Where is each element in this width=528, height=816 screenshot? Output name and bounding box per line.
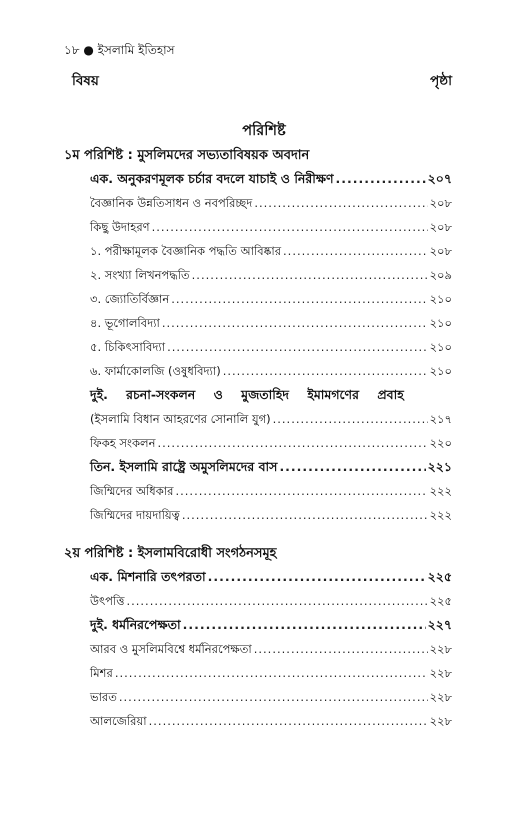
toc-entry-label: মিশর: [90, 666, 113, 680]
toc-entry-label: দুই. ধর্মনিরপেক্ষতা: [90, 617, 181, 632]
dot-leader: [336, 171, 426, 187]
toc-entry-label: ৬. ফার্মাকোলজি (ওষুধবিদ্যা): [90, 364, 221, 378]
toc-page-number: ২১০: [429, 340, 452, 354]
toc-entry-label: ভারত: [90, 690, 117, 704]
section-heading: ২য় পরিশিষ্ট : ইসলামবিরোধী সংগঠনসমূহ: [64, 546, 277, 561]
toc-page-number: ২২৮: [429, 642, 452, 656]
toc-entry: [90, 635, 452, 657]
toc-page-number: ২০৮: [429, 196, 452, 210]
dot-leader: [115, 665, 428, 681]
dot-leader: [254, 195, 427, 211]
toc-entry: [90, 477, 452, 499]
dot-leader: [149, 713, 428, 729]
toc-entry-label: ফিকহ সংকলন: [90, 436, 156, 450]
dot-leader: [167, 339, 427, 355]
toc-entry: [90, 587, 452, 609]
toc-page-number: ২২২: [429, 508, 452, 522]
toc-entry-label: জিম্মিদের দায়দায়িত্ব: [90, 508, 180, 522]
dot-leader: [162, 315, 428, 331]
toc-entry: [90, 237, 452, 259]
dot-leader: [119, 689, 428, 705]
toc-page-number: ২০৭: [427, 171, 452, 186]
toc-page-number: ২০৯: [429, 268, 452, 282]
toc-page-number: ২২৫: [429, 594, 452, 608]
toc-entry: [90, 381, 452, 403]
dot-leader: [273, 411, 428, 427]
toc-entry: [90, 285, 452, 307]
toc-entry-label: জিম্মিদের অধিকার: [90, 484, 174, 498]
toc-entry-label: এক. অনুকরণমূলক চর্চার বদলে যাচাই ও নিরীক্ষণ: [90, 171, 334, 186]
dot-leader: [192, 267, 428, 283]
dot-leader: [157, 435, 427, 451]
dot-leader: [126, 593, 427, 609]
toc-page-number: ২২৭: [427, 617, 452, 632]
toc-page-number: ২০৮: [429, 244, 452, 258]
toc-page-number: ২২৮: [429, 714, 452, 728]
toc-entry-label: (ইসলামি বিধান আহরণের সোনালি যুগ): [90, 412, 271, 426]
running-head: ১৮ ● ইসলামি ইতিহাস: [64, 43, 175, 57]
toc-entry-label: ৩. জ্যোতির্বিজ্ঞান: [90, 292, 170, 306]
toc-page-number: ২২৫: [427, 569, 452, 584]
toc-entry-label: দুই. রচনা-সংকলন ও মুজতাহিদ ইমামগণের প্রবাহ: [90, 387, 404, 402]
toc-entry: [90, 213, 452, 235]
toc-entry: [90, 611, 452, 633]
dot-leader: [223, 363, 428, 379]
toc-entry: [90, 683, 452, 705]
toc-entry: [90, 453, 452, 475]
dot-leader: [279, 459, 425, 475]
appendix-title: পরিশিষ্ট: [242, 123, 286, 139]
toc-entry: [90, 165, 452, 187]
toc-entry: [90, 309, 452, 331]
toc-page-number: ২২০: [429, 436, 452, 450]
dot-leader: [183, 617, 426, 633]
toc-entry: [90, 659, 452, 681]
dot-leader: [182, 507, 428, 523]
toc-entry-label: এক. মিশনারি তৎপরতা: [90, 569, 206, 584]
toc-entry-label: ১. পরীক্ষামূলক বৈজ্ঞানিক পদ্ধতি আবিষ্কার: [90, 244, 282, 258]
toc-entry-label: বৈজ্ঞানিক উন্নতিসাধন ও নবপরিচ্ছদ: [90, 196, 253, 210]
toc-entry-label: আরব ও মুসলিমবিশ্বে ধর্মনিরপেক্ষতা: [90, 642, 252, 656]
dot-leader: [283, 243, 428, 259]
toc-page-number: ২১৭: [429, 412, 452, 426]
column-head-page: পৃষ্ঠা: [430, 73, 452, 89]
toc-page-number: ২২২: [429, 484, 452, 498]
toc-page-number: ২১০: [429, 292, 452, 306]
toc-page-number: ২০৮: [429, 220, 452, 234]
toc-page-number: ২১০: [429, 316, 452, 330]
toc-entry-label: ৪. ভূগোলবিদ্যা: [90, 316, 160, 330]
toc-page-number: ২২৮: [429, 666, 452, 680]
toc-page-number: ২২১: [427, 459, 452, 474]
dot-leader: [175, 483, 427, 499]
toc-entry-label: আলজেরিয়া: [90, 714, 147, 728]
toc-page-number: ২২৮: [429, 690, 452, 704]
toc-entry: [90, 333, 452, 355]
toc-entry: [90, 357, 452, 379]
toc-entry: [90, 189, 452, 211]
toc-entry-label: উৎপত্তি: [90, 594, 125, 608]
dot-leader: [152, 219, 428, 235]
toc-entry-label: কিছু উদাহরণ: [90, 220, 150, 234]
toc-entry: [90, 707, 452, 729]
toc-entry: [90, 563, 452, 585]
toc-entry-label: ৫. চিকিৎসাবিদ্যা: [90, 340, 166, 354]
toc-entry-label: তিন. ইসলামি রাষ্ট্রে অমুসলিমদের বাস: [90, 459, 278, 474]
dot-leader: [171, 291, 427, 307]
column-head-topic: বিষয়: [72, 73, 99, 89]
toc-entry: [90, 405, 452, 427]
toc-entry: [90, 429, 452, 451]
toc-page-number: ২১০: [429, 364, 452, 378]
dot-leader: [254, 641, 428, 657]
dot-leader: [208, 569, 426, 585]
toc-entry-label: ২. সংখ্যা লিখনপদ্ধতি: [90, 268, 190, 282]
toc-entry: [90, 261, 452, 283]
section-heading: ১ম পরিশিষ্ট : মুসলিমদের সভ্যতাবিষয়ক অবদান: [64, 148, 310, 163]
toc-entry: [90, 501, 452, 523]
